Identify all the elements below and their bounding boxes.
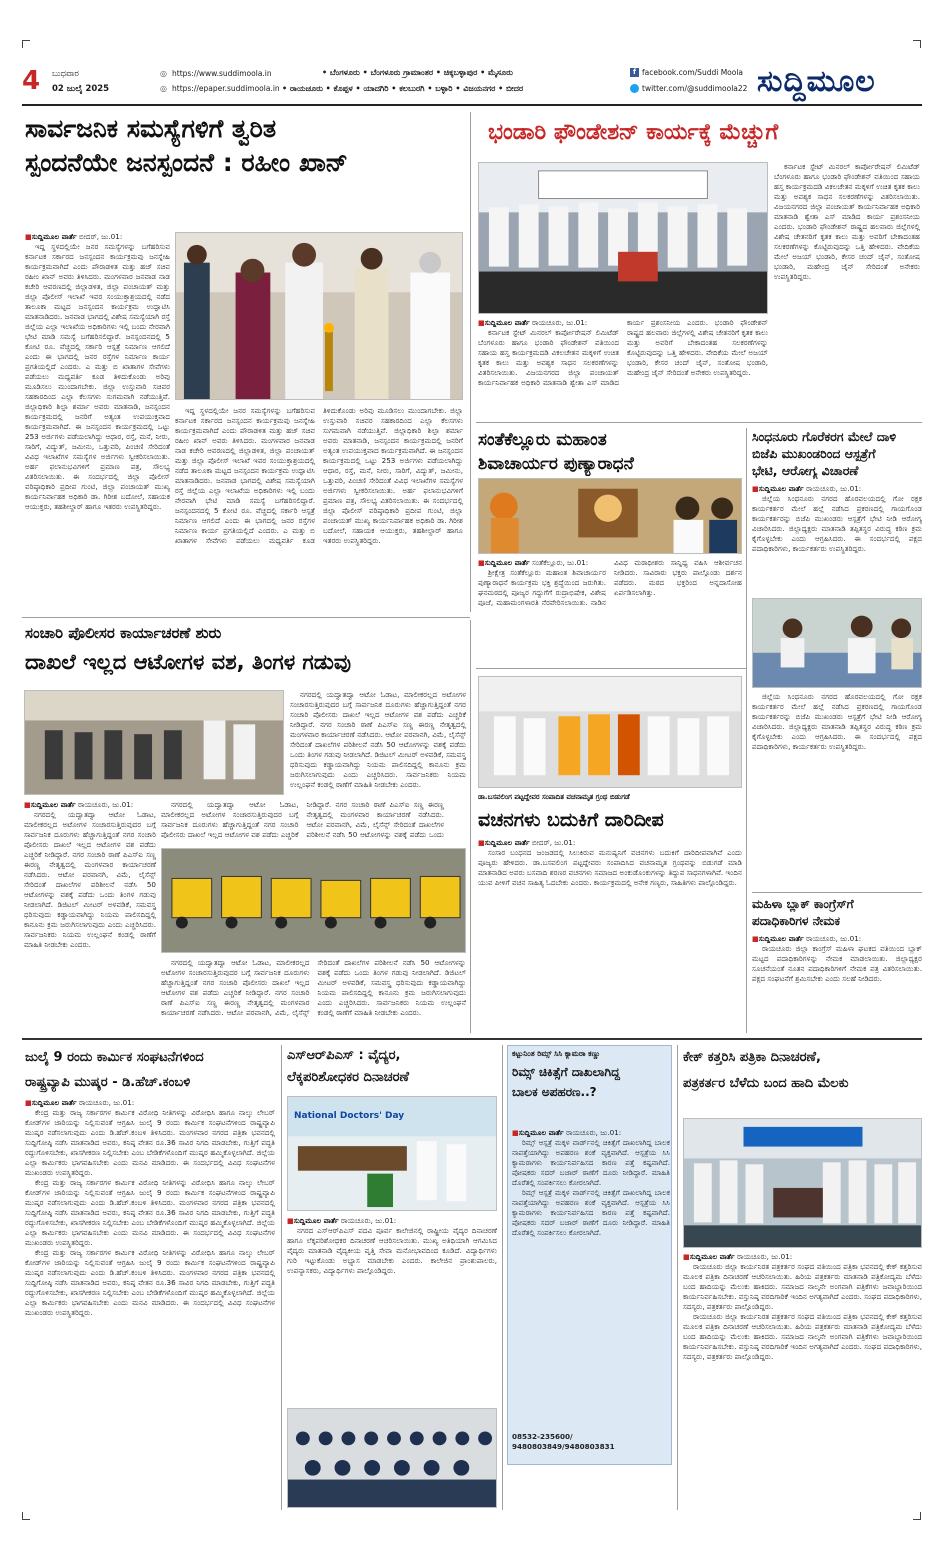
story2-headline: ಭಂಡಾರಿ ಫೌಂಡೇಶನ್ ಕಾರ್ಯಕ್ಕೆ ಮೆಚ್ಚುಗೆ <box>488 120 779 145</box>
story3-text-2: ನಗರದಲ್ಲಿ ಯದ್ವಾತದ್ವಾ ಆಟೋ ಓಡಾಟ, ಮಾಲೀಕರಲ್ಲದ ಅಟೋಗಳ ಸಂಚಾರಸುತ್ತಿರುವುದರ ಬಗ್ಗೆ ಸಾರ್ವಜನಿಕ ದೂರುಗಳು ಹೆಚ್ಚಾಗುತ್ತಿದ್ದಂತೆ ನಗರ ಸಂಚಾರಿ ಪೊಲೀಸರು ದಾಖಲೆ ಇಲ್ಲದ ಆಟೋಗಳ ವಶ ಪಡೆದು ಎಚ್ಚರಿಕೆ ನೀಡಿದ್ದಾರೆ. ನಗರ ಸಂಚಾರಿ ಠಾಣೆ ಪಿಎಸ್‌ಐ ಸಣ್ಣ ಈರಣ್ಣ ನೇತೃತ್ವದಲ್ಲಿ ಮಂಗಳವಾರ ಕಾರ್ಯಾಚರಣೆ ನಡೆಸಿದರು. ಆಟೋ ಪರವಾನಗಿ, ವಿಮೆ, ಲೈಸೆನ್ಸ್ ಸೇರಿದಂತೆ ದಾಖಲೆಗಳ ಪರಿಶೀಲನೆ ನಡೆಸಿ 50 ಆಟೋಗಳನ್ನು ವಶಕ್ಕೆ ಪಡೆದು ಒಂದು <box>161 800 444 839</box>
story3-headline: ಸಂಚಾರಿ ಪೊಲೀಸರ ಕಾರ್ಯಾಚರಣೆ ಶುರು <box>25 624 222 642</box>
story8-headline <box>25 1045 275 1095</box>
column-rule <box>470 112 471 612</box>
crop-mark <box>22 1512 30 1520</box>
story5-headline-line3: ಭೇಟಿ, ಆರೋಗ್ಯ ವಿಚಾರಣೆ <box>752 463 859 478</box>
story3-byline: ಸುದ್ದಿಮೂಲ ವಾರ್ತೆ <box>30 800 76 809</box>
story4-photo <box>478 478 742 554</box>
bullet-icon: ■ <box>25 232 32 241</box>
story8-text-cont2: ಕೇಂದ್ರ ಮತ್ತು ರಾಜ್ಯ ಸರ್ಕಾರಗಳ ಕಾರ್ಮಿಕ ವಿರೋಧಿ ನೀತಿಗಳನ್ನು ವಿರೋಧಿಸಿ ಹಾಗೂ ನಾಲ್ಕು ಲೇಬರ್ ಕೋಡ್‌ಗಳ ಜಾರಿಯನ್ನು ನಿಲ್ಲಿಸುವಂತೆ ಆಗ್ರಹಿಸಿ ಜುಲೈ 9 ರಂದು ಕಾರ್ಮಿಕ ಸಂಘಟನೆಗಳಿಂದ ರಾಷ್ಟ್ರವ್ಯಾಪಿ ಮುಷ್ಕರ ನಡೆಸಲಾಗುವುದು ಎಂದು ಡಿ.ಹೆಚ್.ಕಂಬಳಿ ತಿಳಿಸಿದರು. ಮಂಗಳವಾರ ನಗರದ ಪತ್ರಿಕಾ ಭವನದಲ್ಲಿ ಸುದ್ದಿಗೋಷ್ಠಿ ನಡೆಸಿ ಮಾತನಾಡಿದ ಅವರು, ಕನಿಷ್ಠ ವೇತನ ರೂ.36 ಸಾವಿರ ನಿಗದಿ ಮಾಡಬೇಕು, ಗುತ್ತಿಗೆ ಪದ್ಧತಿ ರದ್ದುಗೊಳಿಸಬೇಕು, ಖಾಸಗೀಕರಣ ನಿಲ್ಲಿಸಬೇಕು ಎಂಬ ಬೇಡಿಕೆಗಳೊಂದಿಗೆ ಮುಷ್ಕರ ಹಮ್ಮಿಕೊಳ್ಳಲಾಗಿದೆ. ಜಿಲ್ಲೆಯ ಎಲ್ಲಾ ಕಾರ್ಮಿಕರು ಭಾಗವಹಿಸಬೇಕು ಎಂದು ಮನವಿ ಮಾಡಿದರು. ಈ ಸಂದರ್ಭದಲ್ಲಿ ವಿವಿಧ ಸಂಘಟನೆಗಳ ಮುಖಂಡರು ಉಪಸ್ಥಿತರಿದ್ದರು. <box>25 1248 275 1317</box>
story8-headline-line2: ರಾಷ್ಟ್ರವ್ಯಾಪಿ ಮುಷ್ಕರ - ಡಿ.ಹೆಚ್.ಕಂಬಳಿ <box>25 1075 191 1090</box>
facebook-link[interactable]: facebook.com/Suddi Moola <box>642 68 744 77</box>
story11-byline: ಸುದ್ದಿಮೂಲ ವಾರ್ತೆ <box>689 1252 735 1261</box>
column-rule <box>470 620 471 1033</box>
story3-body-4 <box>290 690 466 795</box>
story6-headline: ವಚನಗಳು ಬದುಕಿಗೆ ದಾರಿದೀಪ <box>478 809 664 831</box>
story1-headline <box>25 112 465 180</box>
story5-body-cont <box>752 692 922 888</box>
story5-headline-line1: ಸಿಂಧನೂರು ಗೊರೆಕರಗ ಮೇಲೆ ದಾಳಿ <box>752 429 897 444</box>
bullet-icon: ■ <box>683 1252 690 1261</box>
story6-photo <box>478 676 742 788</box>
story8-body <box>25 1098 275 1508</box>
story2-body-cont <box>774 162 920 418</box>
section-rule <box>22 617 470 618</box>
story11-headline <box>683 1045 922 1097</box>
story3-body-3 <box>161 958 466 1032</box>
bullet-icon: ■ <box>24 800 31 809</box>
story7-byline: ಸುದ್ದಿಮೂಲ ವಾರ್ತೆ <box>758 934 804 943</box>
story9-byline: ಸುದ್ದಿಮೂಲ ವಾರ್ತೆ <box>293 1216 339 1225</box>
story8-text-cont: ಕೇಂದ್ರ ಮತ್ತು ರಾಜ್ಯ ಸರ್ಕಾರಗಳ ಕಾರ್ಮಿಕ ವಿರೋಧಿ ನೀತಿಗಳನ್ನು ವಿರೋಧಿಸಿ ಹಾಗೂ ನಾಲ್ಕು ಲೇಬರ್ ಕೋಡ್‌ಗಳ ಜಾರಿಯನ್ನು ನಿಲ್ಲಿಸುವಂತೆ ಆಗ್ರಹಿಸಿ ಜುಲೈ 9 ರಂದು ಕಾರ್ಮಿಕ ಸಂಘಟನೆಗಳಿಂದ ರಾಷ್ಟ್ರವ್ಯಾಪಿ ಮುಷ್ಕರ ನಡೆಸಲಾಗುವುದು ಎಂದು ಡಿ.ಹೆಚ್.ಕಂಬಳಿ ತಿಳಿಸಿದರು. ಮಂಗಳವಾರ ನಗರದ ಪತ್ರಿಕಾ ಭವನದಲ್ಲಿ ಸುದ್ದಿಗೋಷ್ಠಿ ನಡೆಸಿ ಮಾತನಾಡಿದ ಅವರು, ಕನಿಷ್ಠ ವೇತನ ರೂ.36 ಸಾವಿರ ನಿಗದಿ ಮಾಡಬೇಕು, ಗುತ್ತಿಗೆ ಪದ್ಧತಿ ರದ್ದುಗೊಳಿಸಬೇಕು, ಖಾಸಗೀಕರಣ ನಿಲ್ಲಿಸಬೇಕು ಎಂಬ ಬೇಡಿಕೆಗಳೊಂದಿಗೆ ಮುಷ್ಕರ ಹಮ್ಮಿಕೊಳ್ಳಲಾಗಿದೆ. ಜಿಲ್ಲೆಯ ಎಲ್ಲಾ ಕಾರ್ಮಿಕರು ಭಾಗವಹಿಸಬೇಕು ಎಂದು ಮನವಿ ಮಾಡಿದರು. ಈ ಸಂದರ್ಭದಲ್ಲಿ ವಿವಿಧ ಸಂಘಟನೆಗಳ ಮುಖಂಡರು ಉಪಸ್ಥಿತರಿದ್ದರು. <box>25 1178 275 1247</box>
column-rule <box>746 428 747 1033</box>
bullet-icon: ■ <box>478 838 485 847</box>
story1-text: ಇದ್ದ ಸ್ಥಳದಲ್ಲಿಯೇ ಜನರ ಸಮಸ್ಯೆಗಳನ್ನು ಬಗೆಹರಿಸುವ ಕರ್ನಾಟಕ ಸರ್ಕಾರದ ಜನಸ್ಪಂದನ ಕಾರ್ಯಕ್ರಮವು ಜನಸ್ನೇಹಿ ಕಾರ್ಯಕ್ರಮವಾಗಿದೆ ಎಂದು ಪೌರಾಡಳಿತ ಮತ್ತು ಹಜ್ ಸಚಿವ ರಹೀಂ ಖಾನ್ ಅವರು ತಿಳಿಸಿದರು. ಮಂಗಳವಾರ ಜನವಾಡ ನಾಡ ಕಚೇರಿ ಆವರಣದಲ್ಲಿ ಜಿಲ್ಲಾಡಳಿತ, ಜಿಲ್ಲಾ ಪಂಚಾಯತ್ ಮತ್ತು ಜಿಲ್ಲಾ ಪೊಲೀಸ್ ಇಲಾಖೆ ಇವರ ಸಂಯುಕ್ತಾಶ್ರಯದಲ್ಲಿ ನಡೆದ ತಾಲೂಕಾ ಮಟ್ಟದ ಜನಸ್ಪಂದನ ಕಾರ್ಯಕ್ರಮ ಉದ್ಘಾಟಿಸಿ ಮಾತನಾಡಿದರು. ಜನವಾಡ ಭಾಗದಲ್ಲಿ ವಿಶೇಷ ಸಮಸ್ಯೆಯಾಗಿ ರಸ್ತೆ ಜಿಲ್ಲೆಯ ಎಲ್ಲಾ ಇಲಾಖೆಯ ಅಧಿಕಾರಿಗಳು ಇಲ್ಲಿ ಬಂದು ನೇರವಾಗಿ ಭೇಟಿ ಮಾಡಿ ಸಮಸ್ಯೆ ಬಗೆಹರಿಸಲಿದ್ದಾರೆ. ಜನಸ್ಪಂದನದಲ್ಲಿ 5 ಕೋಟಿ ರೂ. ವೆಚ್ಚದಲ್ಲಿ ಸರ್ಕಾರಿ ಆಸ್ಪತ್ರೆ ನಿರ್ಮಾಣ ಆಗಲಿದೆ ಎಂದು ಈ ಭಾಗದಲ್ಲಿ ಜನರ ರಸ್ತೆಗಳ ನಿರ್ಮಾಣ ಕಾರ್ಯ ಪ್ರಗತಿಯಲ್ಲಿದೆ ಎಂದರು. ಎ ಮತ್ತು ಬಿ ಖಾತಾಗಳ ಸೇವೆಗಳು ಪಡೆಯಲು ಮಧ್ಯವರ್ತಿ ಕೂಡ ತಿಳಿದುಕೊಂಡು ಅರಿವು ಮೂಡಿಸಲು ಮುಂದಾಗಬೇಕು. ಜಿಲ್ಲಾ ಉಸ್ತುವಾರಿ ಸಚಿವರ ಸಹಕಾರದಿಂದ ಎಲ್ಲಾ ಕೆಲಸಗಳು ಸುಗಮವಾಗಿ ನಡೆಯುತ್ತಿವೆ. ಜಿಲ್ಲಾಧಿಕಾರಿ ಶಿಲ್ಪಾ ಶರ್ಮಾ ಅವರು ಮಾತನಾಡಿ, ಜನಸ್ಪಂದನ ಕಾರ್ಯಕ್ರಮದಲ್ಲಿ ಜನರಿಗೆ ಅತ್ಯಂತ ಉಪಯುಕ್ತವಾದ ಕಾರ್ಯಕ್ರಮವಾಗಿದೆ. ಈ ಜನಸ್ಪಂದನ ಕಾರ್ಯಕ್ರಮದಲ್ಲಿ ಒಟ್ಟು 253 ಅರ್ಜಿಗಳು ಪಡೆಯಲಾಗಿದ್ದು ಆಧಾರ, ರಸ್ತೆ, ಮನೆ, ನೀರು, ಸಾರಿಗೆ, ವಿದ್ಯುತ್, ಜಮೀನು, ಒತ್ತುವರಿ, ಪಿಂಚಣಿ ಸೇರಿದಂತೆ ವಿವಿಧ ಇಲಾಖೆಗಳ ಸಮಸ್ಯೆಗಳ ಅರ್ಜಿಗಳು ಸ್ವೀಕರಿಸಲಾಯಿತು. ಅರ್ಹ ಫಲಾನುಭವಿಗಳಿಗೆ ಪ್ರಮಾಣ ಪತ್ರ, ಸೌಲಭ್ಯ ವಿತರಿಸಲಾಯಿತು. ಈ ಸಂದರ್ಭದಲ್ಲಿ ಜಿಲ್ಲಾ ಪೊಲೀಸ್ ವರಿಷ್ಠಾಧಿಕಾರಿ ಪ್ರದೀಪ ಗುಂಟಿ, ಜಿಲ್ಲಾ ಪಂಚಾಯತ್ ಮುಖ್ಯ ಕಾರ್ಯನಿರ್ವಾಹಕ ಅಧಿಕಾರಿ ಡಾ. ಗಿರೀಶ ಬದೋಲೆ, ಸಹಾಯಕ ಆಯುಕ್ತರು, ತಹಶೀಲ್ದಾರ್ ಹಾಗೂ ಇತರರು ಉಪಸ್ಥಿತರಿದ್ದರು. <box>25 242 170 511</box>
story11-headline-line2: ಪತ್ರಕರ್ತರ ಬೆಳೆದು ಬಂದ ಹಾದಿ ಮೆಲಕು <box>683 1076 849 1091</box>
story7-dateline: ರಾಯಚೂರು, ಜು.01: <box>803 934 862 943</box>
story8-headline-line1: ಜುಲೈ 9 ರಂದು ಕಾರ್ಮಿಕ ಸಂಘಟನೆಗಳಿಂದ <box>25 1050 204 1065</box>
story9-headline-line2: ಲೆಕ್ಕಪರಿಶೋಧಕರ ದಿನಾಚರಣೆ <box>287 1070 409 1085</box>
story1-byline: ಸುದ್ದಿಮೂಲ ವಾರ್ತೆ <box>31 232 77 241</box>
story6-byline: ಸುದ್ದಿಮೂಲ ವಾರ್ತೆ <box>484 838 530 847</box>
crop-mark <box>913 1512 921 1520</box>
masthead-rule <box>22 104 922 106</box>
page-number: 4 <box>22 66 41 96</box>
story5-headline-line2: ಬಿಜೆಪಿ ಮುಖಂಡರಿಂದ ಆಸ್ಪತ್ರೆಗೆ <box>752 446 876 461</box>
bullet-icon: ■ <box>478 558 485 567</box>
story4-headline-line2: ಶಿವಾಚಾರ್ಯರ ಪುಣ್ಯಾರಾಧನೆ <box>478 454 634 474</box>
story8-dateline: ರಾಯಚೂರು, ಜು.01: <box>76 1098 135 1107</box>
story3-subhead: ದಾಖಲೆ ಇಲ್ಲದ ಆಟೋಗಳ ವಶ, ತಿಂಗಳ ಗಡುವು <box>25 650 351 674</box>
epaper-link[interactable]: https://epaper.suddimoola.in <box>172 84 280 93</box>
story9-headline-line1: ಎಸ್‌ಆರ್‌ಪಿಎಸ್ : ವೈದ್ಯರ, <box>287 1048 401 1063</box>
story3-text: ನಗರದಲ್ಲಿ ಯದ್ವಾತದ್ವಾ ಆಟೋ ಓಡಾಟ, ಮಾಲೀಕರಲ್ಲದ ಅಟೋಗಳ ಸಂಚಾರಸುತ್ತಿರುವುದರ ಬಗ್ಗೆ ಸಾರ್ವಜನಿಕ ದೂರುಗಳು ಹೆಚ್ಚಾಗುತ್ತಿದ್ದಂತೆ ನಗರ ಸಂಚಾರಿ ಪೊಲೀಸರು ದಾಖಲೆ ಇಲ್ಲದ ಆಟೋಗಳ ವಶ ಪಡೆದು ಎಚ್ಚರಿಕೆ ನೀಡಿದ್ದಾರೆ. ನಗರ ಸಂಚಾರಿ ಠಾಣೆ ಪಿಎಸ್‌ಐ ಸಣ್ಣ ಈರಣ್ಣ ನೇತೃತ್ವದಲ್ಲಿ ಮಂಗಳವಾರ ಕಾರ್ಯಾಚರಣೆ ನಡೆಸಿದರು. ಆಟೋ ಪರವಾನಗಿ, ವಿಮೆ, ಲೈಸೆನ್ಸ್ ಸೇರಿದಂತೆ ದಾಖಲೆಗಳ ಪರಿಶೀಲನೆ ನಡೆಸಿ 50 ಆಟೋಗಳನ್ನು ವಶಕ್ಕೆ ಪಡೆದು ಒಂದು ತಿಂಗಳ ಗಡುವು ನೀಡಲಾಗಿದೆ. ಡಿಜಿಟಲ್ ಮೀಟರ್ ಅಳವಡಿಕೆ, ಸಮವಸ್ತ್ರ ಧರಿಸುವುದು ಕಡ್ಡಾಯವಾಗಿದ್ದು ನಿಯಮ ಪಾಲಿಸದಿದ್ದಲ್ಲಿ ಕಾನೂನು ಕ್ರಮ ಜರುಗಿಸಲಾಗುವುದು ಎಂದು ಎಚ್ಚರಿಸಿದರು. ಸಾರ್ವಜನಿಕರು ನಿಯಮ ಉಲ್ಲಂಘನೆ ಕಂಡಲ್ಲಿ ಠಾಣೆಗೆ ಮಾಹಿತಿ ನೀಡಬೇಕು ಎಂದರು. <box>24 810 156 949</box>
story1-photo <box>175 232 463 400</box>
web-icon: ◎ <box>160 84 167 93</box>
crop-mark <box>22 40 30 48</box>
section-rule <box>752 892 922 893</box>
bullet-icon: ■ <box>25 1098 32 1107</box>
story9-headline <box>287 1045 497 1089</box>
story6-text: ಸಂಸಾರ ಬಂಧನದ ಜಂಜಡದಲ್ಲಿ ಸಿಲುಕಿರುವ ಮನುಷ್ಯನಿಗೆ ವಚನಗಳು ಬದುಕಿಗೆ ದಾರಿದೀಪವಾಗಿವೆ ಎಂದು ಪೂಜ್ಯರು ಹೇಳಿದರು. ಡಾ.ಬಸವಲಿಂಗ ಪಟ್ಟದ್ದೇವರು ಸಂಪಾದಿಸಿದ ವಚನಾಮೃತ ಗ್ರಂಥವನ್ನು ಬಿಡುಗಡೆ ಮಾಡಿ ಮಾತನಾಡಿದ ಅವರು ಬಸವಾದಿ ಶರಣರ ವಚನಗಳು ಸಮಾಜದ ಅಂಕುಡೊಂಕುಗಳನ್ನು ತಿದ್ದುವ ಸಾಧನಗಳಾಗಿವೆ. ಇಂದಿನ ಯುವ ಪೀಳಿಗೆ ವಚನ ಸಾಹಿತ್ಯ ಓದಬೇಕು ಎಂದರು. ಕಾರ್ಯಕ್ರಮದಲ್ಲಿ ಅನೇಕ ಗಣ್ಯರು, ಸಾಹಿತಿಗಳು ಪಾಲ್ಗೊಂಡಿದ್ದರು. <box>478 848 742 887</box>
story1-text-cont: ಇದ್ದ ಸ್ಥಳದಲ್ಲಿಯೇ ಜನರ ಸಮಸ್ಯೆಗಳನ್ನು ಬಗೆಹರಿಸುವ ಕರ್ನಾಟಕ ಸರ್ಕಾರದ ಜನಸ್ಪಂದನ ಕಾರ್ಯಕ್ರಮವು ಜನಸ್ನೇಹಿ ಕಾರ್ಯಕ್ರಮವಾಗಿದೆ ಎಂದು ಪೌರಾಡಳಿತ ಮತ್ತು ಹಜ್ ಸಚಿವ ರಹೀಂ ಖಾನ್ ಅವರು ತಿಳಿಸಿದರು. ಮಂಗಳವಾರ ಜನವಾಡ ನಾಡ ಕಚೇರಿ ಆವರಣದಲ್ಲಿ ಜಿಲ್ಲಾಡಳಿತ, ಜಿಲ್ಲಾ ಪಂಚಾಯತ್ ಮತ್ತು ಜಿಲ್ಲಾ ಪೊಲೀಸ್ ಇಲಾಖೆ ಇವರ ಸಂಯುಕ್ತಾಶ್ರಯದಲ್ಲಿ ನಡೆದ ತಾಲೂಕಾ ಮಟ್ಟದ ಜನಸ್ಪಂದನ ಕಾರ್ಯಕ್ರಮ ಉದ್ಘಾಟಿಸಿ ಮಾತನಾಡಿದರು. ಜನವಾಡ ಭಾಗದಲ್ಲಿ ವಿಶೇಷ ಸಮಸ್ಯೆಯಾಗಿ ರಸ್ತೆ ಜಿಲ್ಲೆಯ ಎಲ್ಲಾ ಇಲಾಖೆಯ ಅಧಿಕಾರಿಗಳು ಇಲ್ಲಿ ಬಂದು ನೇರವಾಗಿ ಭೇಟಿ ಮಾಡಿ ಸಮಸ್ಯೆ ಬಗೆಹರಿಸಲಿದ್ದಾರೆ. ಜನಸ್ಪಂದನದಲ್ಲಿ 5 ಕೋಟಿ ರೂ. ವೆಚ್ಚದಲ್ಲಿ ಸರ್ಕಾರಿ ಆಸ್ಪತ್ರೆ ನಿರ್ಮಾಣ ಆಗಲಿದೆ ಎಂದು ಈ ಭಾಗದಲ್ಲಿ ಜನರ ರಸ್ತೆಗಳ ನಿರ್ಮಾಣ ಕಾರ್ಯ ಪ್ರಗತಿಯಲ್ಲಿದೆ ಎಂದರು. ಎ ಮತ್ತು ಬಿ ಖಾತಾಗಳ ಸೇವೆಗಳು ಪಡೆಯಲು ಮಧ್ಯವರ್ತಿ ಕೂಡ ತಿಳಿದುಕೊಂಡು ಅರಿವು ಮೂಡಿಸಲು ಮುಂದಾಗಬೇಕು. ಜಿಲ್ಲಾ ಉಸ್ತುವಾರಿ ಸಚಿವರ ಸಹಕಾರದಿಂದ ಎಲ್ಲಾ ಕೆಲಸಗಳು ಸುಗಮವಾಗಿ ನಡೆಯುತ್ತಿವೆ. ಜಿಲ್ಲಾಧಿಕಾರಿ ಶಿಲ್ಪಾ ಶರ್ಮಾ ಅವರು ಮಾತನಾಡಿ, ಜನಸ್ಪಂದನ ಕಾರ್ಯಕ್ರಮದಲ್ಲಿ ಜನರಿಗೆ ಅತ್ಯಂತ ಉಪಯುಕ್ತವಾದ ಕಾರ್ಯಕ್ರಮವಾಗಿದೆ. ಈ ಜನಸ್ಪಂದನ ಕಾರ್ಯಕ್ರಮದಲ್ಲಿ ಒಟ್ಟು 253 ಅರ್ಜಿಗಳು ಪಡೆಯಲಾಗಿದ್ದು ಆಧಾರ, ರಸ್ತೆ, ಮನೆ, ನೀರು, ಸಾರಿಗೆ, ವಿದ್ಯುತ್, ಜಮೀನು, ಒತ್ತುವರಿ, ಪಿಂಚಣಿ ಸೇರಿದಂತೆ ವಿವಿಧ ಇಲಾಖೆಗಳ ಸಮಸ್ಯೆಗಳ ಅರ್ಜಿಗಳು ಸ್ವೀಕರಿಸಲಾಯಿತು. ಅರ್ಹ ಫಲಾನುಭವಿಗಳಿಗೆ ಪ್ರಮಾಣ ಪತ್ರ, ಸೌಲಭ್ಯ ವಿತರಿಸಲಾಯಿತು. ಈ ಸಂದರ್ಭದಲ್ಲಿ ಜಿಲ್ಲಾ ಪೊಲೀಸ್ ವರಿಷ್ಠಾಧಿಕಾರಿ ಪ್ರದೀಪ ಗುಂಟಿ, ಜಿಲ್ಲಾ ಪಂಚಾಯತ್ ಮುಖ್ಯ ಕಾರ್ಯನಿರ್ವಾಹಕ ಅಧಿಕಾರಿ ಡಾ. ಗಿರೀಶ ಬದೋಲೆ, ಸಹಾಯಕ ಆಯುಕ್ತರು, ತಹಶೀಲ್ದಾರ್ ಹಾಗೂ ಇತರರು ಉಪಸ್ಥಿತರಿದ್ದರು. <box>175 406 463 545</box>
section-rule <box>22 1038 922 1040</box>
story3-body-2 <box>161 800 444 845</box>
story9-photo-top <box>287 1096 497 1211</box>
story10-headline <box>512 1062 670 1102</box>
story4-headline <box>478 428 742 476</box>
column-rule <box>677 1045 678 1510</box>
story1-headline-line2: ಸ್ಪಂದನೆಯೇ ಜನಸ್ಪಂದನೆ : ರಹೀಂ ಖಾನ್ <box>25 148 348 177</box>
districts-row-2: • ರಾಯಚೂರು • ಕೊಪ್ಪಳ • ಯಾದಗಿರಿ • ಕಲಬುರಗಿ • ಬಳ್ಳಾರಿ • ವಿಜಯನಗರ • ಬೀದರ <box>282 84 524 93</box>
masthead-logo: ಸುದ್ದಿಮೂಲ <box>757 64 876 99</box>
facebook-icon: f <box>630 68 639 77</box>
story7-headline-line1: ಮಹಿಳಾ ಬ್ಲಾಕ್ ಕಾಂಗ್ರೆಸ್‌ಗೆ <box>752 897 854 911</box>
story3-text-4: ನಗರದಲ್ಲಿ ಯದ್ವಾತದ್ವಾ ಆಟೋ ಓಡಾಟ, ಮಾಲೀಕರಲ್ಲದ ಅಟೋಗಳ ಸಂಚಾರಸುತ್ತಿರುವುದರ ಬಗ್ಗೆ ಸಾರ್ವಜನಿಕ ದೂರುಗಳು ಹೆಚ್ಚಾಗುತ್ತಿದ್ದಂತೆ ನಗರ ಸಂಚಾರಿ ಪೊಲೀಸರು ದಾಖಲೆ ಇಲ್ಲದ ಆಟೋಗಳ ವಶ ಪಡೆದು ಎಚ್ಚರಿಕೆ ನೀಡಿದ್ದಾರೆ. ನಗರ ಸಂಚಾರಿ ಠಾಣೆ ಪಿಎಸ್‌ಐ ಸಣ್ಣ ಈರಣ್ಣ ನೇತೃತ್ವದಲ್ಲಿ ಮಂಗಳವಾರ ಕಾರ್ಯಾಚರಣೆ ನಡೆಸಿದರು. ಆಟೋ ಪರವಾನಗಿ, ವಿಮೆ, ಲೈಸೆನ್ಸ್ ಸೇರಿದಂತೆ ದಾಖಲೆಗಳ ಪರಿಶೀಲನೆ ನಡೆಸಿ 50 ಆಟೋಗಳನ್ನು ವಶಕ್ಕೆ ಪಡೆದು ಒಂದು ತಿಂಗಳ ಗಡುವು ನೀಡಲಾಗಿದೆ. ಡಿಜಿಟಲ್ ಮೀಟರ್ ಅಳವಡಿಕೆ, ಸಮವಸ್ತ್ರ ಧರಿಸುವುದು ಕಡ್ಡಾಯವಾಗಿದ್ದು ನಿಯಮ ಪಾಲಿಸದಿದ್ದಲ್ಲಿ ಕಾನೂನು ಕ್ರಮ ಜರುಗಿಸಲಾಗುವುದು ಎಂದು ಎಚ್ಚರಿಸಿದರು. ಸಾರ್ವಜನಿಕರು ನಿಯಮ ಉಲ್ಲಂಘನೆ ಕಂಡಲ್ಲಿ ಠಾಣೆಗೆ ಮಾಹಿತಿ ನೀಡಬೇಕು ಎಂದರು. <box>290 690 466 789</box>
story3-dateline: ರಾಯಚೂರು, ಜು.01: <box>75 800 134 809</box>
story5-byline: ಸುದ್ದಿಮೂಲ ವಾರ್ತೆ <box>758 484 804 493</box>
districts-row-1: • ಬೆಂಗಳೂರು • ಬೆಂಗಳೂರು ಗ್ರಾಮಾಂತರ • ಚಿಕ್ಕಬಳ್ಳಾಪುರ • ಮೈಸೂರು <box>322 68 513 77</box>
column-rule <box>502 1045 503 1510</box>
story10-kicker: ಕಟ್ಟುನಿಂತ ರಿಮ್ಸ್ ಸಿಸಿ ಕ್ಯಾಮರಾ ಕಣ್ಣು <box>512 1049 601 1058</box>
story2-text: ಕರ್ನಾಟಕ ಸ್ಟೇಟ್ ಮಿನರಲ್ ಕಾರ್ಪೋರೇಷನ್ ಲಿಮಿಟೆಡ್ ಬೆಂಗಳೂರು ಹಾಗೂ ಭಂಡಾರಿ ಫೌಂಡೇಶನ್ ವತಿಯಿಂದ ಸಹಾಯ ಹಸ್ತ ಕಾರ್ಯಕ್ರಮದಡಿ ವಿಕಲಚೇತನ ಮಕ್ಕಳಿಗೆ ಉಚಿತ ಕೃತಕ ಕಾಲು ಮತ್ತು ಅವಶ್ಯಕ ಸಾಧನ ಸಲಕರಣೆಗಳನ್ನು ವಿತರಿಸಲಾಯಿತು. ವಿಜಯನಗರದ ಜಿಲ್ಲಾ ಪಂಚಾಯತ್ ಕಾರ್ಯನಿರ್ವಾಹಕ ಅಧಿಕಾರಿ ಮಾತನಾಡಿ ಶ್ವೇತಾ ಎಸ್ ಮಾಡಿದ ಕಾರ್ಯ ಪ್ರಶಂಸನೀಯ ಎಂದರು. ಭಂಡಾರಿ ಫೌಂಡೇಶನ್ ರಾಷ್ಟ್ರದ ಹಲವಾರು ಜಿಲ್ಲೆಗಳಲ್ಲಿ ವಿಶೇಷ ಚೇತನರಿಗೆ ಕೃತಕ ಕಾಲು ಮತ್ತು ಅವರಿಗೆ ಬೇಕಾದಂತಹ ಸಲಕರಣೆಗಳನ್ನು ಕೊಟ್ಟಿರುವುದನ್ನು ಒತ್ತಿ ಹೇಳಿದರು. ವೇದಿಕೆಯ ಮೇಲೆ ಅಜಯ್ ಭಂಡಾರಿ, ಕೇಸರ ಚಂದ್ ಜೈನ್, ಸಂತೋಷ ಭಂಡಾರಿ, ಮಹೇಂದ್ರ ಜೈನ್ ಸೇರಿದಂತೆ ಅನೇಕರು ಉಪಸ್ಥಿತರಿದ್ದರು. <box>478 318 768 387</box>
story1-body-cont <box>175 406 463 612</box>
story1-headline-line1: ಸಾರ್ವಜನಿಕ ಸಮಸ್ಯೆಗಳಿಗೆ ತ್ವರಿತ <box>25 114 277 143</box>
story11-text: ರಾಯಚೂರು ಜಿಲ್ಲಾ ಕಾರ್ಯನಿರತ ಪತ್ರಕರ್ತರ ಸಂಘದ ವತಿಯಿಂದ ಪತ್ರಿಕಾ ಭವನದಲ್ಲಿ ಕೇಕ್ ಕತ್ತರಿಸುವ ಮೂಲಕ ಪತ್ರಿಕಾ ದಿನಾಚರಣೆ ಆಚರಿಸಲಾಯಿತು. ಹಿರಿಯ ಪತ್ರಕರ್ತರು ಮಾತನಾಡಿ ಪತ್ರಿಕೋದ್ಯಮ ಬೆಳೆದು ಬಂದ ಹಾದಿಯನ್ನು ಮೆಲುಕು ಹಾಕಿದರು. ಸಮಾಜದ ನಾಲ್ಕನೇ ಅಂಗವಾಗಿ ಪತ್ರಿಕೆಗಳು ಜವಾಬ್ದಾರಿಯಿಂದ ಕಾರ್ಯನಿರ್ವಹಿಸಬೇಕು. ವಸ್ತುನಿಷ್ಠ ವರದಿಗಾರಿಕೆ ಇಂದಿನ ಅಗತ್ಯವಾಗಿದೆ ಎಂದರು. ಸಂಘದ ಪದಾಧಿಕಾರಿಗಳು, ಸದಸ್ಯರು, ಪತ್ರಕರ್ತರು ಪಾಲ್ಗೊಂಡಿದ್ದರು. <box>683 1262 922 1311</box>
story6-body <box>478 838 742 1033</box>
story10-body <box>512 1128 670 1428</box>
story2-byline: ಸುದ್ದಿಮೂಲ ವಾರ್ತೆ <box>484 318 530 327</box>
story5-photo <box>752 598 922 688</box>
website-link[interactable]: https://www.suddimoola.in <box>172 69 272 78</box>
crop-mark <box>913 40 921 48</box>
story2-text-cont: ಕರ್ನಾಟಕ ಸ್ಟೇಟ್ ಮಿನರಲ್ ಕಾರ್ಪೋರೇಷನ್ ಲಿಮಿಟೆಡ್ ಬೆಂಗಳೂರು ಹಾಗೂ ಭಂಡಾರಿ ಫೌಂಡೇಶನ್ ವತಿಯಿಂದ ಸಹಾಯ ಹಸ್ತ ಕಾರ್ಯಕ್ರಮದಡಿ ವಿಕಲಚೇತನ ಮಕ್ಕಳಿಗೆ ಉಚಿತ ಕೃತಕ ಕಾಲು ಮತ್ತು ಅವಶ್ಯಕ ಸಾಧನ ಸಲಕರಣೆಗಳನ್ನು ವಿತರಿಸಲಾಯಿತು. ವಿಜಯನಗರದ ಜಿಲ್ಲಾ ಪಂಚಾಯತ್ ಕಾರ್ಯನಿರ್ವಾಹಕ ಅಧಿಕಾರಿ ಮಾತನಾಡಿ ಶ್ವೇತಾ ಎಸ್ ಮಾಡಿದ ಕಾರ್ಯ ಪ್ರಶಂಸನೀಯ ಎಂದರು. ಭಂಡಾರಿ ಫೌಂಡೇಶನ್ ರಾಷ್ಟ್ರದ ಹಲವಾರು ಜಿಲ್ಲೆಗಳಲ್ಲಿ ವಿಶೇಷ ಚೇತನರಿಗೆ ಕೃತಕ ಕಾಲು ಮತ್ತು ಅವರಿಗೆ ಬೇಕಾದಂತಹ ಸಲಕರಣೆಗಳನ್ನು ಕೊಟ್ಟಿರುವುದನ್ನು ಒತ್ತಿ ಹೇಳಿದರು. ವೇದಿಕೆಯ ಮೇಲೆ ಅಜಯ್ ಭಂಡಾರಿ, ಕೇಸರ ಚಂದ್ ಜೈನ್, ಸಂತೋಷ ಭಂಡಾರಿ, ಮಹೇಂದ್ರ ಜೈನ್ ಸೇರಿದಂತೆ ಅನೇಕರು ಉಪಸ್ಥಿತರಿದ್ದರು. <box>774 162 920 281</box>
story10-text: ರಿಮ್ಸ್ ಆಸ್ಪತ್ರೆ ಮಕ್ಕಳ ವಾರ್ಡ್‌ನಲ್ಲಿ ಚಿಕಿತ್ಸೆಗೆ ದಾಖಲಾಗಿದ್ದ ಬಾಲಕ ನಾಪತ್ತೆಯಾಗಿದ್ದು ಅಪಹರಣ ಶಂಕೆ ವ್ಯಕ್ತವಾಗಿದೆ. ಆಸ್ಪತ್ರೆಯ ಸಿಸಿ ಕ್ಯಾಮರಾಗಳು ಕಾರ್ಯನಿರ್ವಹಿಸದ ಕಾರಣ ಪತ್ತೆ ಕಷ್ಟವಾಗಿದೆ. ಪೋಷಕರು ಸದರ್ ಬಜಾರ್ ಠಾಣೆಗೆ ದೂರು ನೀಡಿದ್ದಾರೆ. ಮಾಹಿತಿ ದೊರೆತಲ್ಲಿ ಸಂಪರ್ಕಿಸಲು ಕೋರಲಾಗಿದೆ. <box>512 1138 670 1187</box>
story11-photo <box>683 1118 922 1248</box>
masthead-day: ಬುಧವಾರ <box>52 69 79 79</box>
story5-text-cont: ಜಿಲ್ಲೆಯ ಸಿಂಧನೂರು ನಗರದ ಹೊರವಲಯದಲ್ಲಿ ಗೋ ರಕ್ಷಕ ಕಾರ್ಯಕರ್ತರ ಮೇಲೆ ಹಲ್ಲೆ ನಡೆಸಿದ ಪ್ರಕರಣದಲ್ಲಿ ಗಾಯಗೊಂಡ ಕಾರ್ಯಕರ್ತರನ್ನು ಬಿಜೆಪಿ ಮುಖಂಡರು ಆಸ್ಪತ್ರೆಗೆ ಭೇಟಿ ನೀಡಿ ಆರೋಗ್ಯ ವಿಚಾರಿಸಿದರು. ಜಿಲ್ಲಾಧ್ಯಕ್ಷರು ಮಾತನಾಡಿ ತಪ್ಪಿತಸ್ಥರ ವಿರುದ್ಧ ಕಠಿಣ ಕ್ರಮ ಕೈಗೊಳ್ಳಬೇಕು ಎಂದು ಆಗ್ರಹಿಸಿದರು. ಈ ಸಂದರ್ಭದಲ್ಲಿ ಪಕ್ಷದ ಪದಾಧಿಕಾರಿಗಳು, ಕಾರ್ಯಕರ್ತರು ಉಪಸ್ಥಿತರಿದ್ದರು. <box>752 692 922 751</box>
story9-dateline: ರಾಯಚೂರು, ಜು.01: <box>338 1216 397 1225</box>
story8-byline: ಸುದ್ದಿಮೂಲ ವಾರ್ತೆ <box>31 1098 77 1107</box>
story7-text: ರಾಯಚೂರು ಜಿಲ್ಲಾ ಕಾಂಗ್ರೆಸ್ ಮಹಿಳಾ ಘಟಕದ ವತಿಯಿಂದ ಬ್ಲಾಕ್ ಮಟ್ಟದ ಪದಾಧಿಕಾರಿಗಳನ್ನು ನೇಮಕ ಮಾಡಲಾಯಿತು. ಜಿಲ್ಲಾಧ್ಯಕ್ಷರ ಸೂಚನೆಯಂತೆ ನೂತನ ಪದಾಧಿಕಾರಿಗಳಿಗೆ ನೇಮಕ ಪತ್ರ ವಿತರಿಸಲಾಯಿತು. ಪಕ್ಷದ ಸಂಘಟನೆಗೆ ಶ್ರಮಿಸಬೇಕು ಎಂದು ಸಲಹೆ ನೀಡಿದರು. <box>752 944 922 983</box>
story10-headline-line1: ರಿಮ್ಸ್ ಚಿಕಿತ್ಸೆಗೆ ದಾಖಲಾಗಿದ್ದ <box>512 1065 620 1079</box>
story7-headline <box>752 896 922 930</box>
story1-body <box>25 232 170 612</box>
story4-dateline: ಸಂತೆಕೆಲ್ಲೂರು, ಜು.01: <box>529 558 589 567</box>
story2-dateline: ರಾಯಚೂರು, ಜು.01: <box>529 318 588 327</box>
masthead <box>22 66 922 100</box>
bullet-icon: ■ <box>478 318 485 327</box>
bullet-icon: ■ <box>752 934 759 943</box>
story5-dateline: ರಾಯಚೂರು, ಜು.01: <box>803 484 862 493</box>
bullet-icon: ■ <box>512 1128 519 1137</box>
story10-dateline: ರಾಯಚೂರು, ಜು.01: <box>563 1128 622 1137</box>
twitter-link[interactable]: twitter.com/@suddimoola22 <box>642 84 748 93</box>
story7-headline-line2: ಪದಾಧಿಕಾರಿಗಳ ನೇಮಕ <box>752 914 841 928</box>
story7-body <box>752 934 922 1034</box>
story9-body <box>287 1216 497 1406</box>
story1-dateline: ಬೀದರ್, ಜು.01: <box>76 232 123 241</box>
story5-headline <box>752 428 922 479</box>
story4-headline-line1: ಸಂತೆಕೆಲ್ಲೂರು ಮಹಾಂತ <box>478 430 607 450</box>
masthead-date: 02 ಜುಲೈ 2025 <box>52 84 110 94</box>
story4-text: ಶ್ರೀಕ್ಷೇತ್ರ ಸಂತೆಕೆಲ್ಲೂರು ಮಹಾಂತ ಶಿವಾಚಾರ್ಯರ ಪುಣ್ಯಾರಾಧನೆ ಕಾರ್ಯಕ್ರಮ ಭಕ್ತಿ ಶ್ರದ್ಧೆಯಿಂದ ಜರುಗಿತು. ಘನಮಠದಲ್ಲಿ ಪೂಜ್ಯರ ಗದ್ದುಗೆಗೆ ರುದ್ರಾಭಿಷೇಕ, ವಿಶೇಷ ಪೂಜೆ, ಮಹಾಮಂಗಳಾರತಿ ನೆರವೇರಿಸಲಾಯಿತು. ನಾಡಿನ ವಿವಿಧ ಮಠಾಧೀಶರು ಸಾನ್ನಿಧ್ಯ ವಹಿಸಿ ಆಶೀರ್ವಚನ ನೀಡಿದರು. ಸಾವಿರಾರು ಭಕ್ತರು ಪಾಲ್ಗೊಂಡು ದರ್ಶನ ಪಡೆದರು. ಮಠದ ಭಕ್ತರಿಂದ ಅನ್ನದಾಸೋಹ ಏರ್ಪಡಿಸಲಾಗಿತ್ತು. <box>478 558 742 607</box>
bullet-icon: ■ <box>752 484 759 493</box>
story2-body <box>478 318 768 418</box>
column-rule <box>281 1045 282 1510</box>
story4-byline: ಸುದ್ದಿಮೂಲ ವಾರ್ತೆ <box>484 558 530 567</box>
story3-body <box>24 800 156 1032</box>
story6-caption: ಡಾ.ಬಸವಲಿಂಗ ಪಟ್ಟದ್ದೇವರ ಸಂಪಾದಿತ ವಚನಾಮೃತ ಗ್ರಂಥ ಬಿಡುಗಡೆ <box>478 793 630 801</box>
story5-body <box>752 484 922 594</box>
story5-text: ಜಿಲ್ಲೆಯ ಸಿಂಧನೂರು ನಗರದ ಹೊರವಲಯದಲ್ಲಿ ಗೋ ರಕ್ಷಕ ಕಾರ್ಯಕರ್ತರ ಮೇಲೆ ಹಲ್ಲೆ ನಡೆಸಿದ ಪ್ರಕರಣದಲ್ಲಿ ಗಾಯಗೊಂಡ ಕಾರ್ಯಕರ್ತರನ್ನು ಬಿಜೆಪಿ ಮುಖಂಡರು ಆಸ್ಪತ್ರೆಗೆ ಭೇಟಿ ನೀಡಿ ಆರೋಗ್ಯ ವಿಚಾರಿಸಿದರು. ಜಿಲ್ಲಾಧ್ಯಕ್ಷರು ಮಾತನಾಡಿ ತಪ್ಪಿತಸ್ಥರ ವಿರುದ್ಧ ಕಠಿಣ ಕ್ರಮ ಕೈಗೊಳ್ಳಬೇಕು ಎಂದು ಆಗ್ರಹಿಸಿದರು. ಈ ಸಂದರ್ಭದಲ್ಲಿ ಪಕ್ಷದ ಪದಾಧಿಕಾರಿಗಳು, ಕಾರ್ಯಕರ್ತರು ಉಪಸ್ಥಿತರಿದ್ದರು. <box>752 494 922 553</box>
story3-text-3: ನಗರದಲ್ಲಿ ಯದ್ವಾತದ್ವಾ ಆಟೋ ಓಡಾಟ, ಮಾಲೀಕರಲ್ಲದ ಅಟೋಗಳ ಸಂಚಾರಸುತ್ತಿರುವುದರ ಬಗ್ಗೆ ಸಾರ್ವಜನಿಕ ದೂರುಗಳು ಹೆಚ್ಚಾಗುತ್ತಿದ್ದಂತೆ ನಗರ ಸಂಚಾರಿ ಪೊಲೀಸರು ದಾಖಲೆ ಇಲ್ಲದ ಆಟೋಗಳ ವಶ ಪಡೆದು ಎಚ್ಚರಿಕೆ ನೀಡಿದ್ದಾರೆ. ನಗರ ಸಂಚಾರಿ ಠಾಣೆ ಪಿಎಸ್‌ಐ ಸಣ್ಣ ಈರಣ್ಣ ನೇತೃತ್ವದಲ್ಲಿ ಮಂಗಳವಾರ ಕಾರ್ಯಾಚರಣೆ ನಡೆಸಿದರು. ಆಟೋ ಪರವಾನಗಿ, ವಿಮೆ, ಲೈಸೆನ್ಸ್ ಸೇರಿದಂತೆ ದಾಖಲೆಗಳ ಪರಿಶೀಲನೆ ನಡೆಸಿ 50 ಆಟೋಗಳನ್ನು ವಶಕ್ಕೆ ಪಡೆದು ಒಂದು ತಿಂಗಳ ಗಡುವು ನೀಡಲಾಗಿದೆ. ಡಿಜಿಟಲ್ ಮೀಟರ್ ಅಳವಡಿಕೆ, ಸಮವಸ್ತ್ರ ಧರಿಸುವುದು ಕಡ್ಡಾಯವಾಗಿದ್ದು ನಿಯಮ ಪಾಲಿಸದಿದ್ದಲ್ಲಿ ಕಾನೂನು ಕ್ರಮ ಜರುಗಿಸಲಾಗುವುದು ಎಂದು ಎಚ್ಚರಿಸಿದರು. ಸಾರ್ವಜನಿಕರು ನಿಯಮ ಉಲ್ಲಂಘನೆ ಕಂಡಲ್ಲಿ ಠಾಣೆಗೆ ಮಾಹಿತಿ ನೀಡಬೇಕು ಎಂದರು. <box>161 958 466 1017</box>
story10-byline: ಸುದ್ದಿಮೂಲ ವಾರ್ತೆ <box>518 1128 564 1137</box>
story11-text-cont: ರಾಯಚೂರು ಜಿಲ್ಲಾ ಕಾರ್ಯನಿರತ ಪತ್ರಕರ್ತರ ಸಂಘದ ವತಿಯಿಂದ ಪತ್ರಿಕಾ ಭವನದಲ್ಲಿ ಕೇಕ್ ಕತ್ತರಿಸುವ ಮೂಲಕ ಪತ್ರಿಕಾ ದಿನಾಚರಣೆ ಆಚರಿಸಲಾಯಿತು. ಹಿರಿಯ ಪತ್ರಕರ್ತರು ಮಾತನಾಡಿ ಪತ್ರಿಕೋದ್ಯಮ ಬೆಳೆದು ಬಂದ ಹಾದಿಯನ್ನು ಮೆಲುಕು ಹಾಕಿದರು. ಸಮಾಜದ ನಾಲ್ಕನೇ ಅಂಗವಾಗಿ ಪತ್ರಿಕೆಗಳು ಜವಾಬ್ದಾರಿಯಿಂದ ಕಾರ್ಯನಿರ್ವಹಿಸಬೇಕು. ವಸ್ತುನಿಷ್ಠ ವರದಿಗಾರಿಕೆ ಇಂದಿನ ಅಗತ್ಯವಾಗಿದೆ ಎಂದರು. ಸಂಘದ ಪದಾಧಿಕಾರಿಗಳು, ಸದಸ್ಯರು, ಪತ್ರಕರ್ತರು ಪಾಲ್ಗೊಂಡಿದ್ದರು. <box>683 1312 922 1361</box>
story6-dateline: ಬೀದರ್, ಜು.01: <box>529 838 576 847</box>
story9-text: ನಗರದ ಎಸ್‌ಆರ್‌ಪಿಎಸ್ ಪದವಿ ಪೂರ್ವ ಕಾಲೇಜಿನಲ್ಲಿ ರಾಷ್ಟ್ರೀಯ ವೈದ್ಯರ ದಿನಾಚರಣೆ ಹಾಗೂ ಲೆಕ್ಕಪರಿಶೋಧಕರ ದಿನಾಚರಣೆ ಆಚರಿಸಲಾಯಿತು. ಮುಖ್ಯ ಅತಿಥಿಯಾಗಿ ಆಗಮಿಸಿದ ವೈದ್ಯರು ಮಾತನಾಡಿ ವೈದ್ಯಕೀಯ ವೃತ್ತಿ ಸೇವಾ ಮನೋಭಾವದಿಂದ ಕೂಡಿದೆ. ವಿದ್ಯಾರ್ಥಿಗಳು ಗುರಿ ಇಟ್ಟುಕೊಂಡು ಅಭ್ಯಾಸ ಮಾಡಬೇಕು ಎಂದರು. ಕಾಲೇಜಿನ ಪ್ರಾಂಶುಪಾಲರು, ಉಪನ್ಯಾಸಕರು, ವಿದ್ಯಾರ್ಥಿಗಳು ಪಾಲ್ಗೊಂಡಿದ್ದರು. <box>287 1226 497 1275</box>
story11-headline-line1: ಕೇಕ್ ಕತ್ತರಿಸಿ ಪತ್ರಿಕಾ ದಿನಾಚರಣೆ, <box>683 1050 821 1065</box>
section-rule <box>476 422 922 423</box>
story9-photo-bottom <box>287 1408 497 1508</box>
story10-contact: 08532-235600/ 9480803849/9480803831 <box>512 1432 615 1451</box>
story9-photo-banner: National Doctors' Day <box>294 1111 405 1121</box>
story3-photo-bottom <box>161 848 466 953</box>
bullet-icon: ■ <box>287 1216 294 1225</box>
section-rule <box>476 668 746 669</box>
story11-dateline: ರಾಯಚೂರು, ಜು.01: <box>734 1252 793 1261</box>
story2-headline-box <box>476 112 922 154</box>
story3-photo-top <box>24 690 284 795</box>
story2-photo <box>478 162 768 314</box>
web-icon: ◎ <box>160 69 167 78</box>
story8-text: ಕೇಂದ್ರ ಮತ್ತು ರಾಜ್ಯ ಸರ್ಕಾರಗಳ ಕಾರ್ಮಿಕ ವಿರೋಧಿ ನೀತಿಗಳನ್ನು ವಿರೋಧಿಸಿ ಹಾಗೂ ನಾಲ್ಕು ಲೇಬರ್ ಕೋಡ್‌ಗಳ ಜಾರಿಯನ್ನು ನಿಲ್ಲಿಸುವಂತೆ ಆಗ್ರಹಿಸಿ ಜುಲೈ 9 ರಂದು ಕಾರ್ಮಿಕ ಸಂಘಟನೆಗಳಿಂದ ರಾಷ್ಟ್ರವ್ಯಾಪಿ ಮುಷ್ಕರ ನಡೆಸಲಾಗುವುದು ಎಂದು ಡಿ.ಹೆಚ್.ಕಂಬಳಿ ತಿಳಿಸಿದರು. ಮಂಗಳವಾರ ನಗರದ ಪತ್ರಿಕಾ ಭವನದಲ್ಲಿ ಸುದ್ದಿಗೋಷ್ಠಿ ನಡೆಸಿ ಮಾತನಾಡಿದ ಅವರು, ಕನಿಷ್ಠ ವೇತನ ರೂ.36 ಸಾವಿರ ನಿಗದಿ ಮಾಡಬೇಕು, ಗುತ್ತಿಗೆ ಪದ್ಧತಿ ರದ್ದುಗೊಳಿಸಬೇಕು, ಖಾಸಗೀಕರಣ ನಿಲ್ಲಿಸಬೇಕು ಎಂಬ ಬೇಡಿಕೆಗಳೊಂದಿಗೆ ಮುಷ್ಕರ ಹಮ್ಮಿಕೊಳ್ಳಲಾಗಿದೆ. ಜಿಲ್ಲೆಯ ಎಲ್ಲಾ ಕಾರ್ಮಿಕರು ಭಾಗವಹಿಸಬೇಕು ಎಂದು ಮನವಿ ಮಾಡಿದರು. ಈ ಸಂದರ್ಭದಲ್ಲಿ ವಿವಿಧ ಸಂಘಟನೆಗಳ ಮುಖಂಡರು ಉಪಸ್ಥಿತರಿದ್ದರು. <box>25 1108 275 1177</box>
story4-body <box>478 558 742 664</box>
twitter-icon <box>630 84 639 93</box>
story10-text-cont: ರಿಮ್ಸ್ ಆಸ್ಪತ್ರೆ ಮಕ್ಕಳ ವಾರ್ಡ್‌ನಲ್ಲಿ ಚಿಕಿತ್ಸೆಗೆ ದಾಖಲಾಗಿದ್ದ ಬಾಲಕ ನಾಪತ್ತೆಯಾಗಿದ್ದು ಅಪಹರಣ ಶಂಕೆ ವ್ಯಕ್ತವಾಗಿದೆ. ಆಸ್ಪತ್ರೆಯ ಸಿಸಿ ಕ್ಯಾಮರಾಗಳು ಕಾರ್ಯನಿರ್ವಹಿಸದ ಕಾರಣ ಪತ್ತೆ ಕಷ್ಟವಾಗಿದೆ. ಪೋಷಕರು ಸದರ್ ಬಜಾರ್ ಠಾಣೆಗೆ ದೂರು ನೀಡಿದ್ದಾರೆ. ಮಾಹಿತಿ ದೊರೆತಲ್ಲಿ ಸಂಪರ್ಕಿಸಲು ಕೋರಲಾಗಿದೆ. <box>512 1188 670 1237</box>
story10-headline-line2: ಬಾಲಕ ಅಪಹರಣ..? <box>512 1085 597 1099</box>
story11-body <box>683 1252 922 1510</box>
